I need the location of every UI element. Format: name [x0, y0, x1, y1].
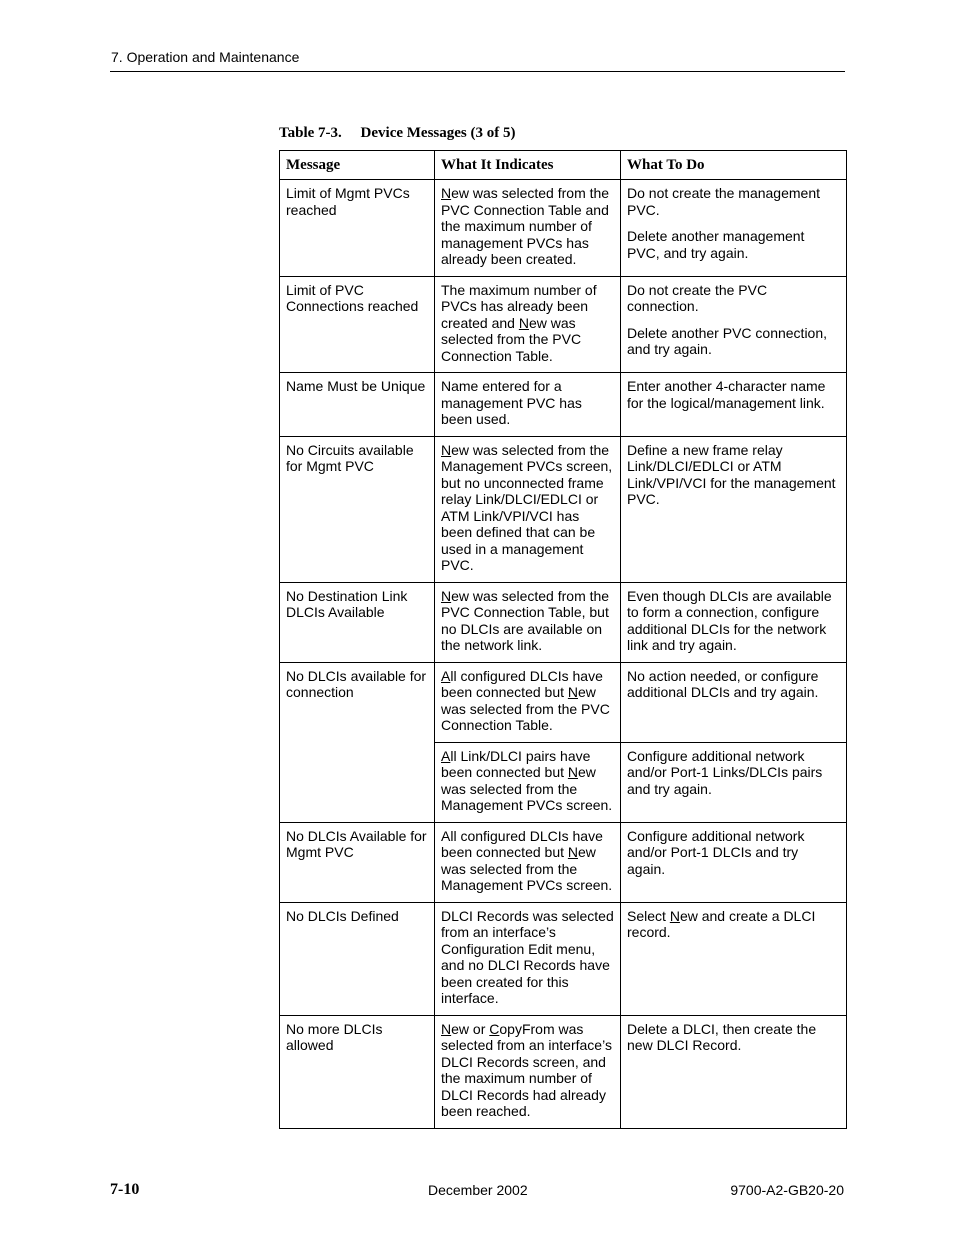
underlined-accelerator: N: [518, 314, 529, 331]
todo-paragraph: Configure additional network and/or Port-1 Links/DLCIs pairs and try again.: [627, 747, 823, 797]
indicates-cell: [435, 373, 621, 437]
message-cell: No Circuits available for Mgmt PVC: [280, 436, 435, 582]
underlined-accelerator: A: [441, 747, 451, 764]
cell-text: All configured DLCIs have been connected but: [441, 827, 603, 860]
message-cell: No DLCIs Defined: [280, 902, 435, 1015]
underlined-accelerator: N: [441, 587, 452, 604]
message-cell: No DLCIs Available for Mgmt PVC: [280, 822, 435, 902]
todo-cell: [621, 373, 847, 437]
underlined-accelerator: C: [489, 1020, 500, 1037]
todo-paragraph: Configure additional network and/or Port-1 DLCIs and try again.: [627, 827, 805, 877]
table-row: [280, 582, 847, 662]
todo-paragraph: [627, 908, 840, 941]
cell-text: ll configured DLCIs have been connected but: [441, 667, 603, 700]
todo-cell: [621, 822, 847, 902]
todo-paragraph: Even though DLCIs are available to form a connection, configure additional DLCIs for the network link and try again.: [627, 587, 832, 653]
cell-text: ew was selected from the Management PVCs screen.: [441, 844, 613, 893]
cell-text: The maximum number of PVCs has already been created and: [441, 281, 597, 331]
underlined-accelerator: N: [567, 684, 579, 700]
todo-paragraph: Enter another 4-character name for the logical/management link.: [627, 378, 826, 411]
todo-paragraph: Delete another management PVC, and try again.: [627, 228, 805, 261]
cell-text: ew was selected from the PVC Connection Table, but no DLCIs are available on the network link.: [441, 587, 610, 653]
todo-paragraph: Define a new frame relay Link/DLCI/EDLCI or ATM Link/VPI/VCI for the management PVC.: [627, 441, 836, 507]
todo-paragraph: Do not create the PVC connection.: [627, 281, 768, 314]
cell-text: ew was selected from the Management PVCs screen, but no unconnected frame relay Link/DLCI/EDLCI or ATM Link/VPI/VCI has been defined that can be used in a management PVC.: [441, 441, 613, 573]
table-header-row: [280, 151, 847, 180]
table-caption: Table 7-3. Device Messages (3 of 5): [279, 125, 516, 141]
message-cell: No DLCIs available for connection: [280, 662, 435, 822]
indicates-cell: [435, 436, 621, 582]
todo-cell: [621, 1015, 847, 1128]
table-row: [280, 180, 847, 277]
running-header: 7. Operation and Maintenance: [111, 49, 300, 65]
message-cell: No more DLCIs allowed: [280, 1015, 435, 1128]
message-cell: Name Must be Unique: [280, 373, 435, 437]
column-header-todo: What To Do: [621, 151, 847, 180]
message-cell: No Destination Link DLCIs Available: [280, 582, 435, 662]
todo-paragraph: No action needed, or configure additional DLCIs and try again.: [627, 667, 819, 700]
indicates-cell: [435, 742, 621, 822]
underlined-accelerator: N: [567, 764, 579, 780]
table-body: [280, 180, 847, 1129]
underlined-accelerator: N: [567, 844, 579, 860]
cell-text: ew was selected from the PVC Connection Table.: [441, 684, 610, 733]
table-row: [280, 902, 847, 1015]
table-row: [280, 276, 847, 373]
cell-text: ew was selected from the PVC Connection Table and the maximum number of management PVCs has already been created.: [441, 185, 610, 267]
indicates-cell: [435, 276, 621, 373]
page-number: 7-10: [110, 1181, 140, 1198]
column-header-indicates: What It Indicates: [435, 151, 621, 180]
cell-text: ew was selected from the Management PVCs screen.: [441, 764, 613, 813]
todo-paragraph: Do not create the management PVC.: [627, 185, 821, 218]
message-cell: Limit of PVC Connections reached: [280, 276, 435, 373]
indicates-cell: [435, 180, 621, 277]
cell-text: ew and create a DLCI record.: [627, 907, 816, 940]
todo-cell: [621, 742, 847, 822]
table-row: [280, 436, 847, 582]
message-cell: Limit of Mgmt PVCs reached: [280, 180, 435, 277]
todo-cell: [621, 662, 847, 742]
underlined-accelerator: N: [441, 185, 452, 201]
todo-cell: [621, 902, 847, 1015]
footer-date: December 2002: [428, 1182, 528, 1198]
indicates-cell: [435, 902, 621, 1015]
underlined-accelerator: A: [441, 667, 451, 684]
underlined-accelerator: N: [669, 907, 680, 924]
indicates-cell: [435, 1015, 621, 1128]
table-row: [280, 373, 847, 437]
cell-text: Name entered for a management PVC has been used.: [441, 378, 582, 427]
underlined-accelerator: N: [441, 441, 452, 458]
cell-text: DLCI Records was selected from an interface’s Configuration Edit menu, and no DLCI Records have been created for this interface.: [441, 907, 614, 1006]
document-number: 9700-A2-GB20-20: [730, 1182, 844, 1198]
todo-cell: [621, 180, 847, 277]
cell-text: ew was selected from the PVC Connection Table.: [441, 314, 582, 364]
todo-paragraph: Delete another PVC connection, and try again.: [627, 324, 828, 357]
cell-text: ll Link/DLCI pairs have been connected but: [441, 747, 591, 780]
todo-paragraph: Delete a DLCI, then create the new DLCI Record.: [627, 1020, 817, 1053]
cell-text: Select: [627, 907, 670, 924]
todo-cell: [621, 582, 847, 662]
indicates-cell: [435, 822, 621, 902]
table-row: [280, 662, 847, 742]
indicates-cell: [435, 662, 621, 742]
device-messages-table: [279, 150, 847, 1129]
column-header-message: Message: [280, 151, 435, 180]
cell-text: opyFrom was selected from an interface’s DLCI Records screen, and the maximum number of DLCI Records had already been reached.: [441, 1020, 612, 1119]
todo-cell: [621, 436, 847, 582]
underlined-accelerator: N: [441, 1020, 452, 1037]
todo-cell: [621, 276, 847, 373]
cell-text: ew or: [451, 1020, 490, 1037]
table-row: [280, 822, 847, 902]
table-row: [280, 1015, 847, 1128]
header-rule: [110, 71, 845, 72]
indicates-cell: [435, 582, 621, 662]
